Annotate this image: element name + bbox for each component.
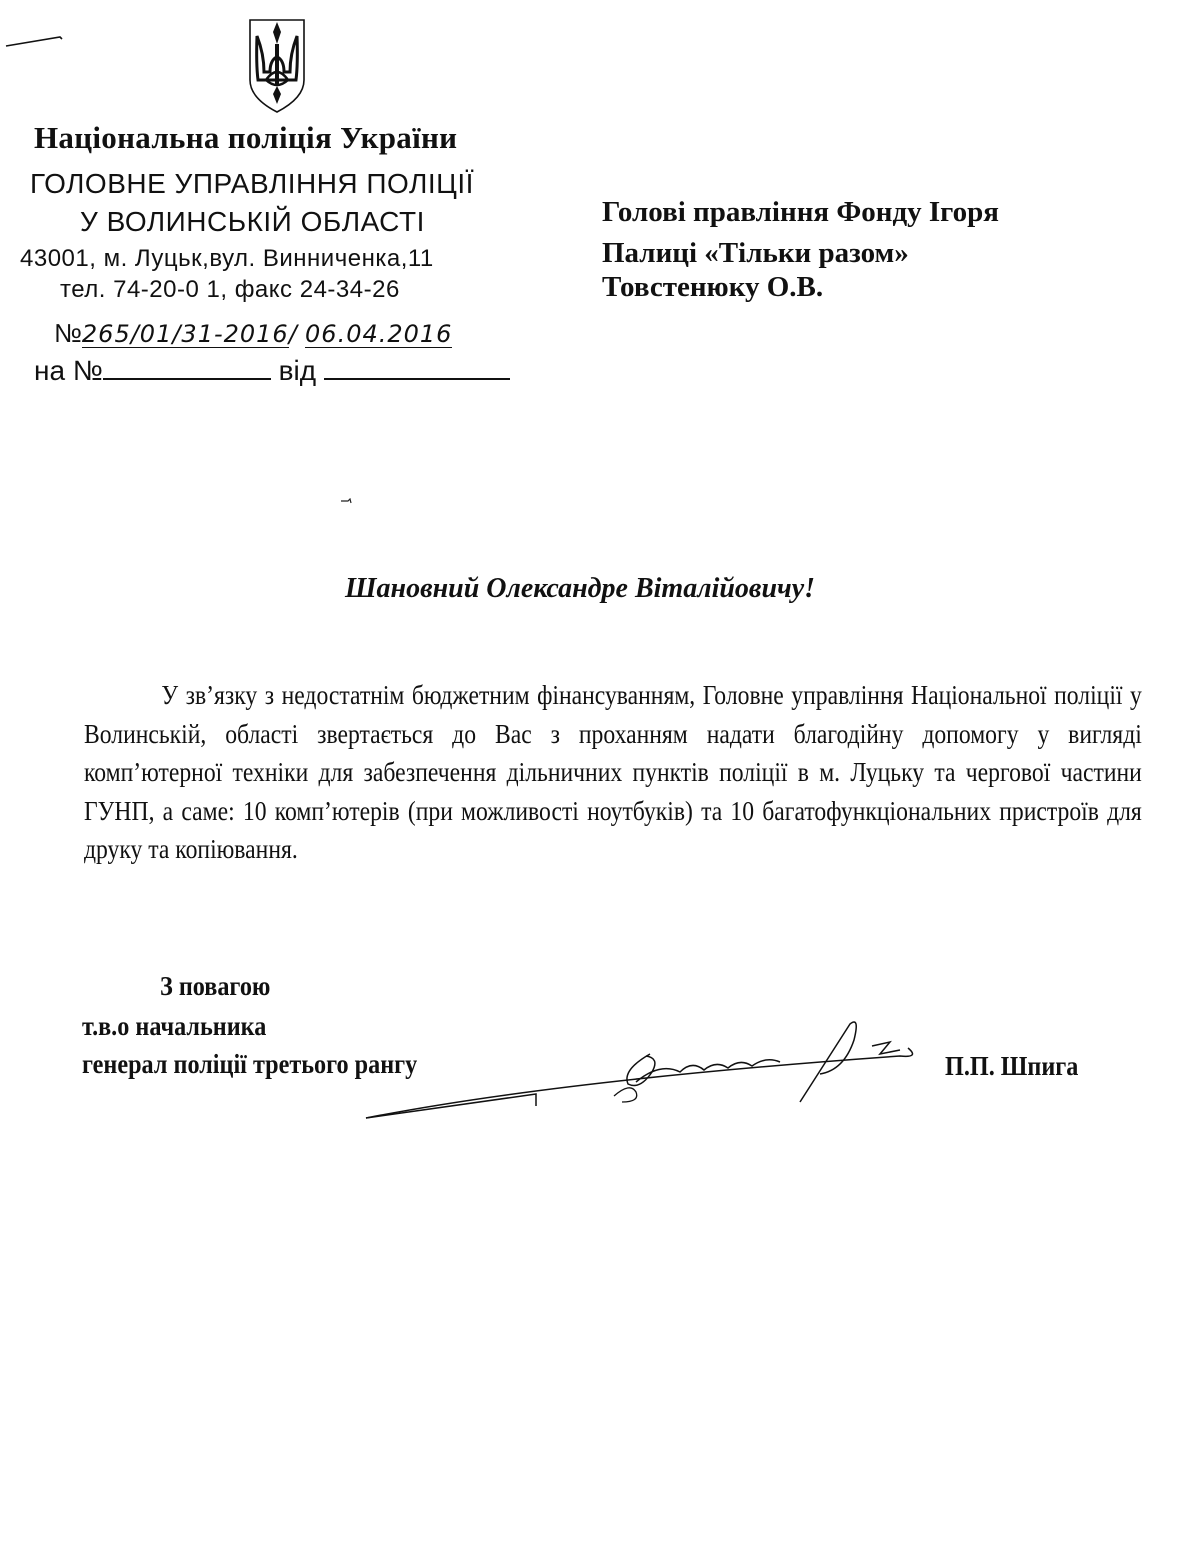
position-line-2: генерал поліції третього рангу bbox=[82, 1048, 418, 1079]
department-line-1: ГОЛОВНЕ УПРАВЛІННЯ ПОЛІЦІЇ bbox=[30, 168, 474, 199]
reg-prefix: № bbox=[54, 318, 82, 348]
reg-number: 265/01/31-2016 bbox=[81, 320, 289, 348]
position-line-1: т.в.о начальника bbox=[82, 1010, 267, 1041]
salutation: Шановний Олександре Віталійовичу! bbox=[345, 573, 816, 604]
signer-name: П.П. Шпига bbox=[945, 1050, 1079, 1081]
ref-number-blank bbox=[103, 374, 271, 380]
registration-number-row bbox=[54, 318, 452, 349]
letter-body bbox=[84, 676, 1142, 869]
department-line-2: У ВОЛИНСЬКІЙ ОБЛАСТІ bbox=[80, 206, 425, 237]
body-paragraph: У зв’язку з недостатнім бюджетним фінансуванням, Головне управління Національної поліції у Волинській, області звертається до Вас з проханням надати благодійну допомогу у вигляді комп’ютерної техніки для забезпечення дільничних пунктів поліції в м. Луцьку та чергової частини ГУНП, а саме: 10 комп’ютерів (при можливості ноутбуків) та 10 багатофункціональних пристроїв для друку та копіювання. bbox=[84, 679, 1142, 864]
contacts: тел. 74-20-0 1, факс 24-34-26 bbox=[60, 276, 400, 303]
closing-regards: З повагою bbox=[160, 970, 271, 1001]
organization-title: Національна поліція України bbox=[34, 120, 458, 155]
scan-speck bbox=[340, 498, 354, 504]
addressee-line-3: Товстенюку О.В. bbox=[602, 271, 824, 303]
address: 43001, м. Луцьк,вул. Винниченка,11 bbox=[20, 245, 434, 272]
reg-separator: / bbox=[288, 320, 298, 348]
reg-date: 06.04.2016 bbox=[305, 320, 453, 348]
addressee-line-2: Палиці «Тільки разом» bbox=[602, 237, 909, 269]
ref-prefix: на № bbox=[34, 355, 103, 386]
addressee-line-1: Голові правління Фонду Ігоря bbox=[602, 196, 999, 228]
signature-icon bbox=[360, 1010, 920, 1130]
reference-row bbox=[34, 355, 510, 387]
ref-date-blank bbox=[324, 374, 510, 380]
trident-emblem-icon bbox=[246, 14, 308, 114]
pen-mark bbox=[4, 34, 64, 48]
ref-from-label: від bbox=[278, 355, 317, 386]
